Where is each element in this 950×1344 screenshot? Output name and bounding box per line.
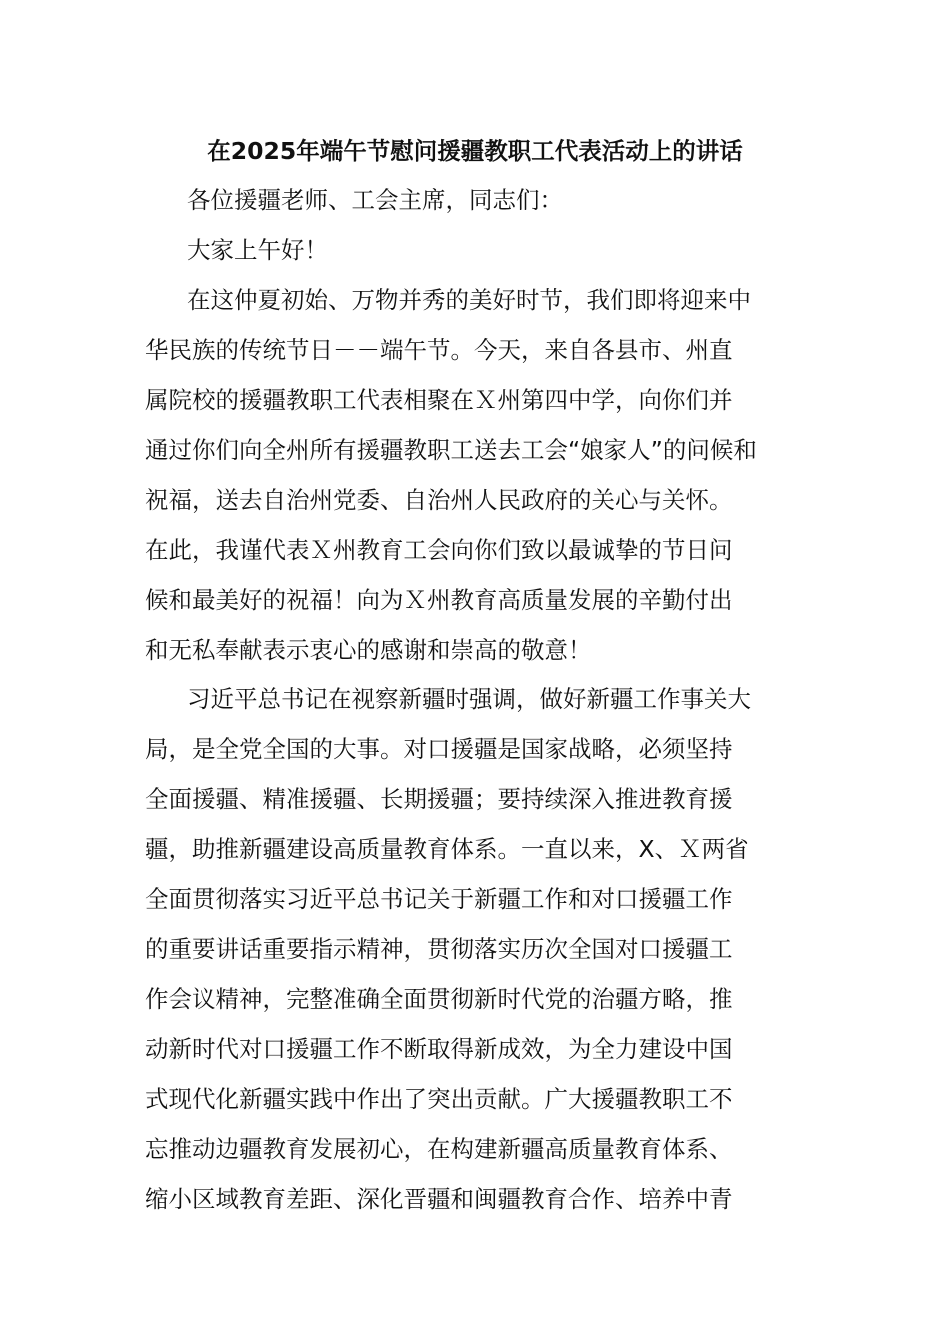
salutation-line: 各位援疆老师、工会主席，同志们： — [187, 186, 563, 214]
paragraph-2-line-10: 忘推动边疆教育发展初心，在构建新疆高质量教育体系、 — [145, 1135, 733, 1163]
paragraph-1-line-5: 祝福，送去自治州党委、自治州人民政府的关心与关怀。 — [145, 486, 733, 514]
paragraph-2-line-11: 缩小区域教育差距、深化晋疆和闽疆教育合作、培养中青 — [145, 1185, 733, 1213]
paragraph-1-line-6: 在此，我谨代表Ｘ州教育工会向你们致以最诚挚的节日问 — [145, 536, 733, 564]
paragraph-2-line-9: 式现代化新疆实践中作出了突出贡献。广大援疆教职工不 — [145, 1085, 733, 1113]
paragraph-1-line-7: 候和最美好的祝福！向为Ｘ州教育高质量发展的辛勤付出 — [145, 586, 733, 614]
greeting-line: 大家上午好！ — [187, 236, 328, 264]
paragraph-2-line-5: 全面贯彻落实习近平总书记关于新疆工作和对口援疆工作 — [145, 885, 733, 913]
paragraph-2-line-3: 全面援疆、精准援疆、长期援疆；要持续深入推进教育援 — [145, 785, 733, 813]
paragraph-1-line-4: 通过你们向全州所有援疆教职工送去工会“娘家人”的问候和 — [145, 436, 757, 464]
paragraph-1-line-8: 和无私奉献表示衷心的感谢和崇高的敬意！ — [145, 636, 592, 664]
paragraph-2-line-6: 的重要讲话重要指示精神，贯彻落实历次全国对口援疆工 — [145, 935, 733, 963]
paragraph-2-line-4: 疆，助推新疆建设高质量教育体系。一直以来，X、Ｘ两省 — [145, 835, 749, 863]
paragraph-1-line-1: 在这仲夏初始、万物并秀的美好时节，我们即将迎来中 — [187, 286, 751, 314]
document-title: 在2025年端午节慰问援疆教职工代表活动上的讲话 — [207, 137, 743, 165]
paragraph-1-line-3: 属院校的援疆教职工代表相聚在Ｘ州第四中学，向你们并 — [145, 386, 733, 414]
paragraph-1-line-2: 华民族的传统节日－－端午节。今天，来自各县市、州直 — [145, 336, 733, 364]
paragraph-2-line-2: 局，是全党全国的大事。对口援疆是国家战略，必须坚持 — [145, 735, 733, 763]
paragraph-2-line-8: 动新时代对口援疆工作不断取得新成效，为全力建设中国 — [145, 1035, 733, 1063]
paragraph-2-line-1: 习近平总书记在视察新疆时强调，做好新疆工作事关大 — [187, 685, 751, 713]
paragraph-2-line-7: 作会议精神，完整准确全面贯彻新时代党的治疆方略，推 — [145, 985, 733, 1013]
